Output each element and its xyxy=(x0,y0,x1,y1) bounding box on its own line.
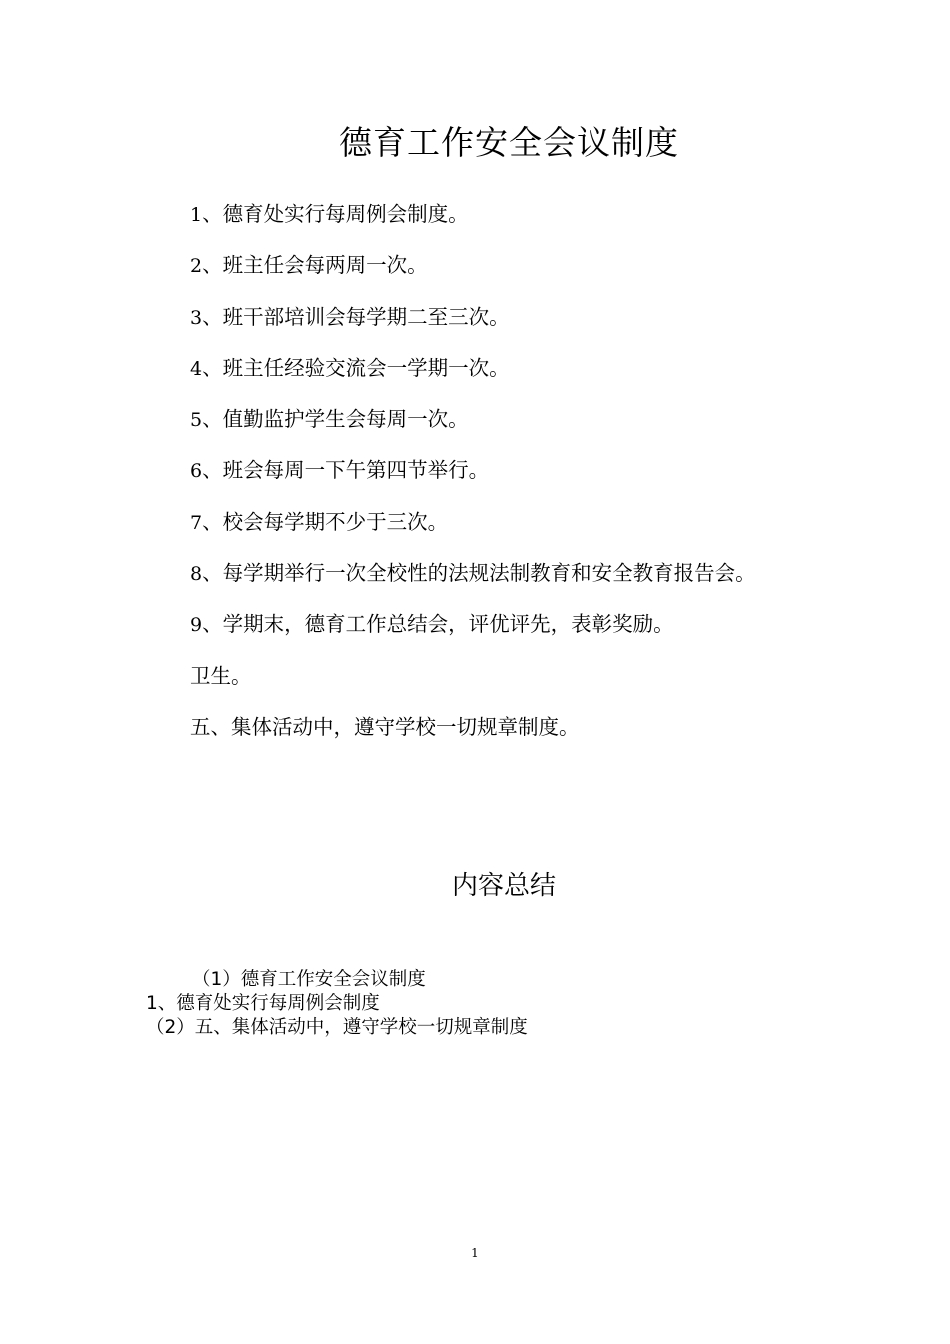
item-text: 、德育处实行每周例会制度。 xyxy=(202,202,469,226)
list-item xyxy=(190,196,910,247)
summary-line: 1、德育处实行每周例会制度 xyxy=(146,993,380,1014)
list-item xyxy=(190,350,910,401)
list-item xyxy=(190,709,910,760)
summary-line: （1）德育工作安全会议制度 xyxy=(192,969,426,990)
item-number: 4 xyxy=(190,357,203,380)
rules-list xyxy=(190,196,910,760)
list-item xyxy=(190,606,910,657)
list-item xyxy=(190,658,910,709)
item-text: 、每学期举行一次全校性的法规法制教育和安全教育报告会。 xyxy=(202,561,756,586)
list-item xyxy=(190,299,910,350)
item-text: 、班干部培训会每学期二至三次。 xyxy=(202,304,510,329)
list-item xyxy=(190,452,910,503)
item-text: 、班会每周一下午第四节举行。 xyxy=(202,458,490,483)
item-text: 、学期末，德育工作总结会，评优评先，表彰奖励。 xyxy=(202,612,674,637)
item-text: 、值勤监护学生会每周一次。 xyxy=(202,407,469,432)
item-number: 2 xyxy=(190,255,203,278)
item-text: 五、集体活动中，遵守学校一切规章制度。 xyxy=(190,714,580,739)
summary-title: 内容总结 xyxy=(451,871,556,901)
list-item xyxy=(190,504,910,555)
item-number: 3 xyxy=(190,306,203,329)
page-number: 1 xyxy=(471,1246,479,1260)
item-text: 、班主任经验交流会一学期一次。 xyxy=(202,355,510,380)
summary-line: （2）五、集体活动中，遵守学校一切规章制度 xyxy=(146,1017,528,1038)
item-number: 1 xyxy=(190,204,203,226)
item-text: 、校会每学期不少于三次。 xyxy=(202,509,449,534)
list-item xyxy=(190,401,910,452)
item-text: 、班主任会每两周一次。 xyxy=(202,253,428,278)
list-item xyxy=(190,555,910,606)
document-title: 德育工作安全会议制度 xyxy=(339,123,679,162)
item-number: 9 xyxy=(190,614,203,637)
item-text: 卫生。 xyxy=(190,663,252,688)
list-item xyxy=(190,247,910,298)
item-number: 6 xyxy=(190,460,203,483)
item-number: 8 xyxy=(190,563,203,586)
item-number: 5 xyxy=(190,409,203,432)
item-number: 7 xyxy=(190,511,203,534)
